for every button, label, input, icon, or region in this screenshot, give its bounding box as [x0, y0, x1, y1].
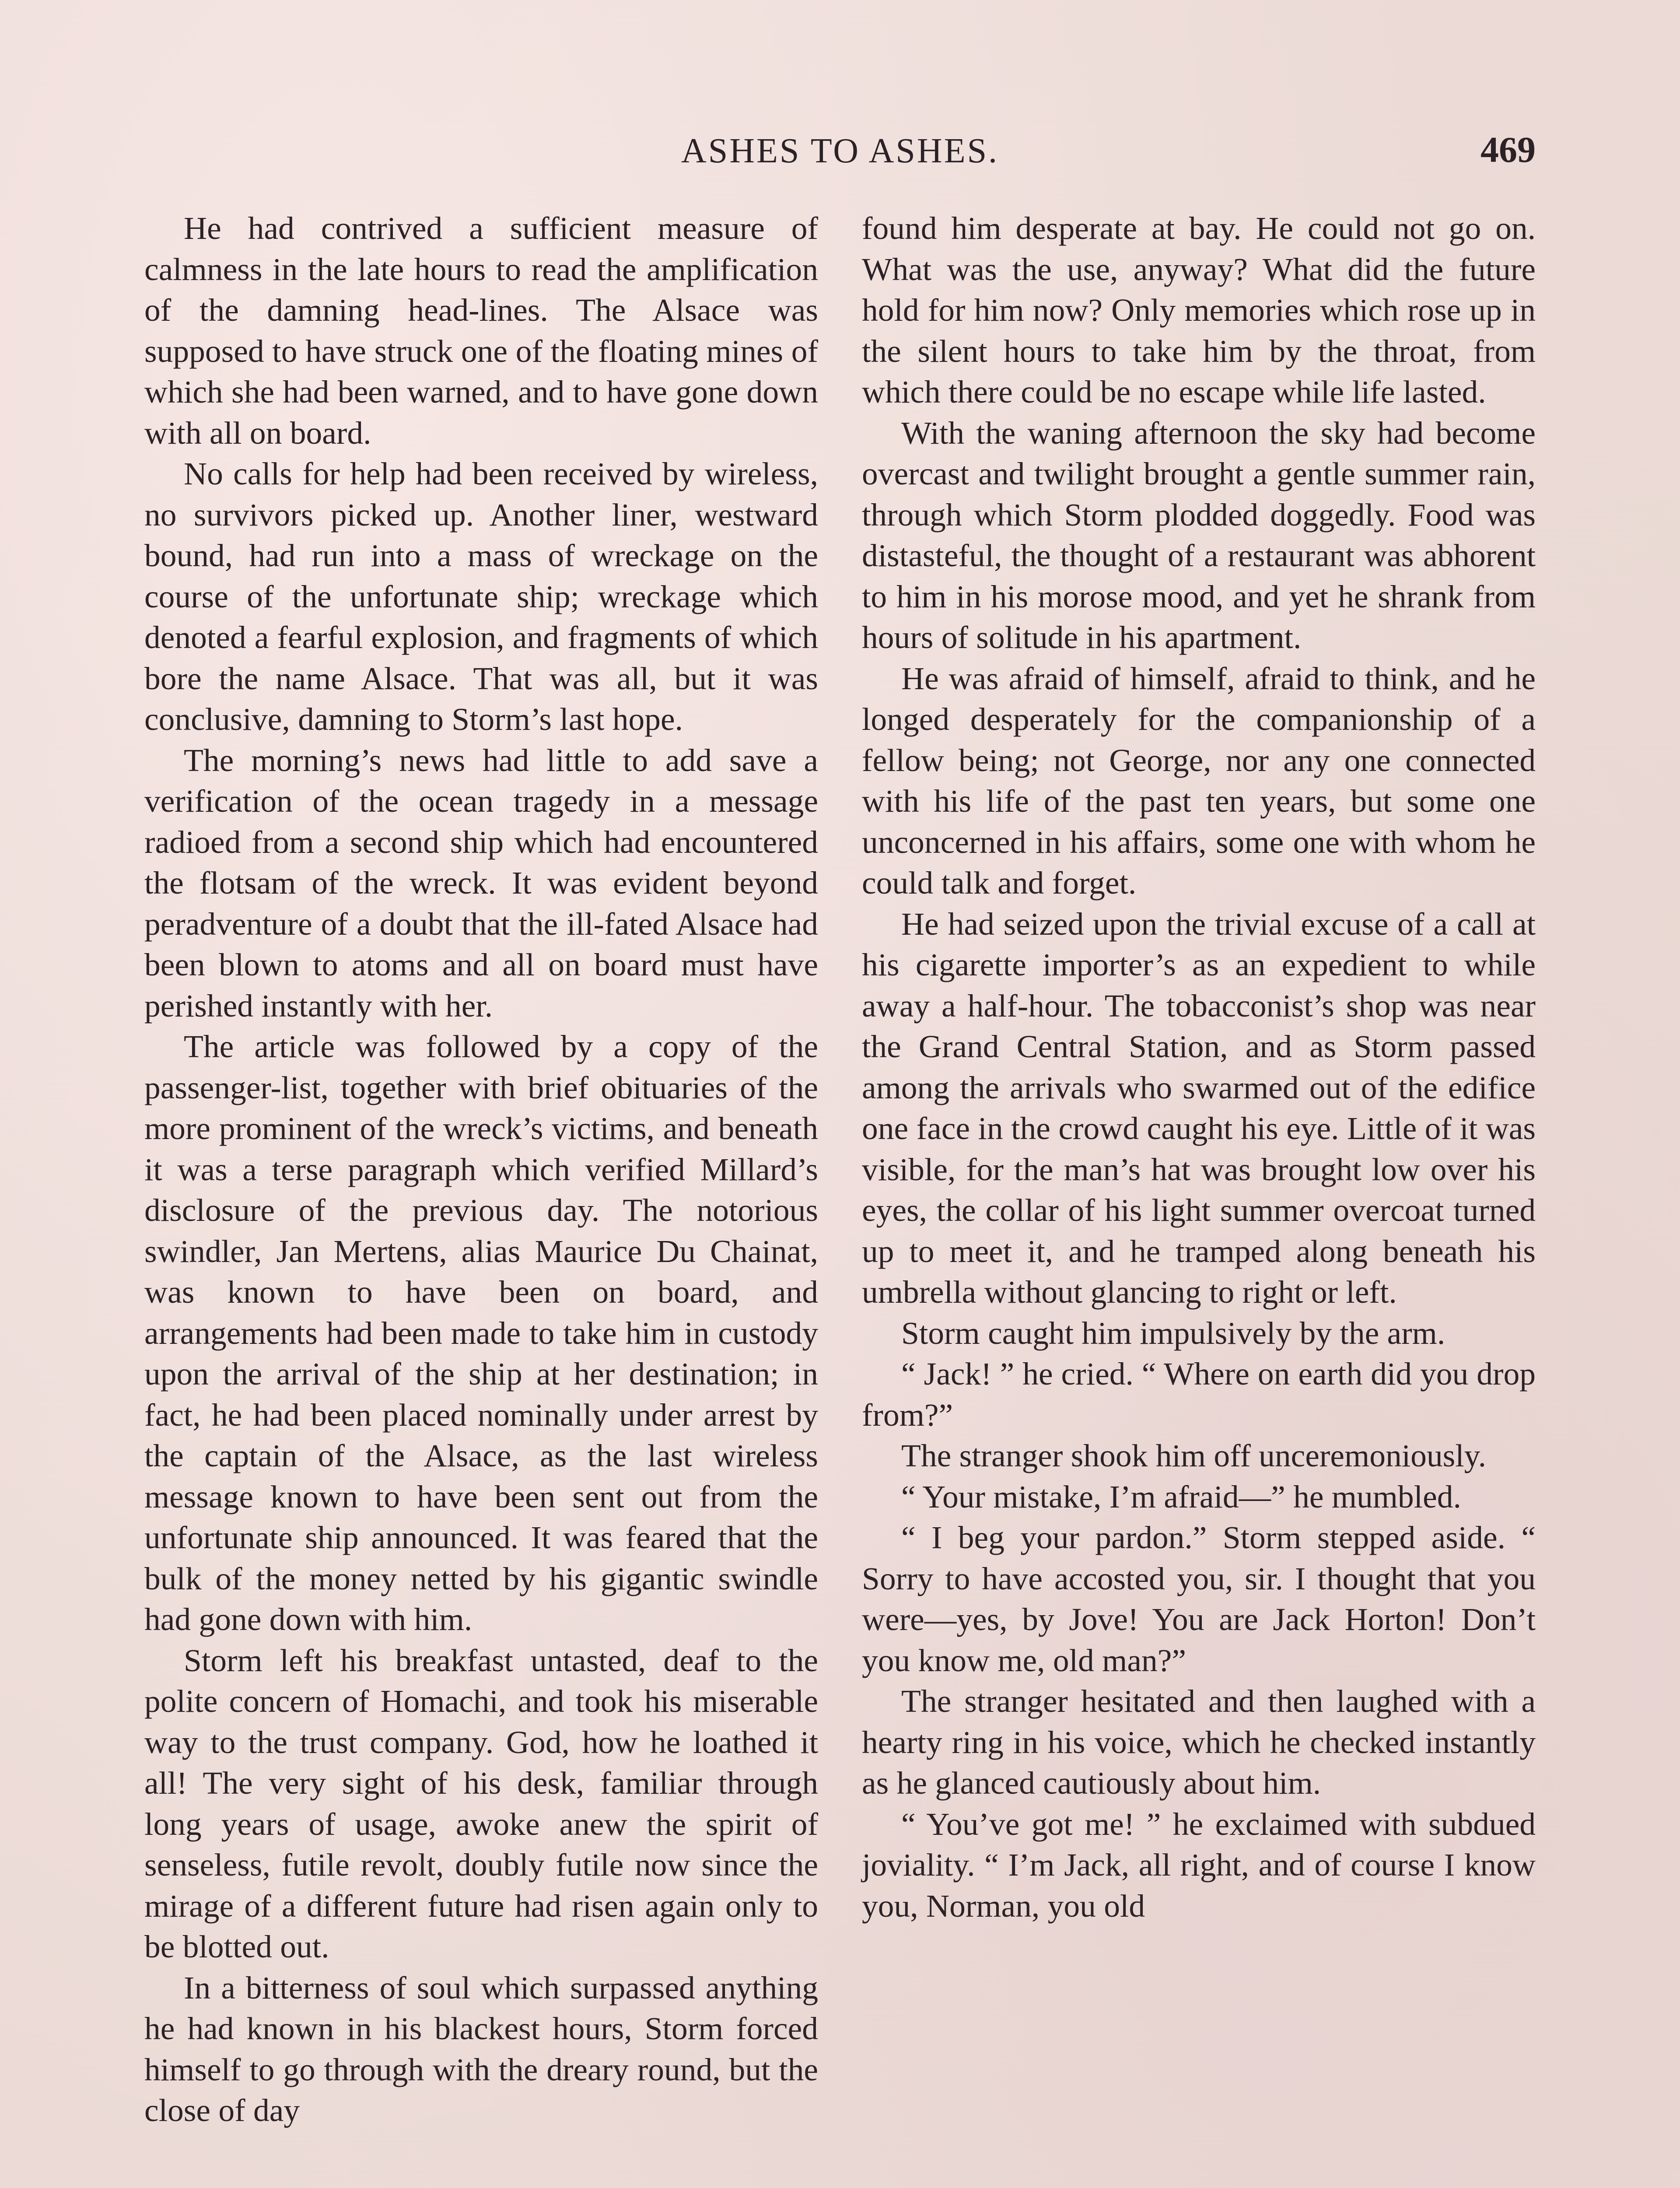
- text-columns: [144, 208, 1536, 2188]
- running-title: ASHES TO ASHES.: [681, 132, 999, 170]
- paragraph: No calls for help had been received by wireless, no survivors picked up. Another liner, westward bound, had run into a mass of wreckage on the course of the unfortunate ship; wreckage which denoted a fearful explosion, and fragments of which bore the name Alsace. That was all, but it was conclusive, damning to Storm’s last hope.: [144, 456, 818, 737]
- paragraph: He was afraid of himself, afraid to think, and he longed desperately for the companionship of a fellow being; not George, nor any one connected with his life of the past ten years, but some one unconcerned in his affairs, some one with whom he could talk and forget.: [862, 660, 1536, 901]
- paragraph: The stranger hesitated and then laughed with a hearty ring in his voice, which he checked instantly as he glanced cautiously about him.: [862, 1683, 1536, 1801]
- paragraph: The stranger shook him off unceremoniously.: [901, 1438, 1486, 1473]
- paragraph: “ Your mistake, I’m afraid—” he mumbled.: [901, 1479, 1461, 1515]
- paragraph: “ I beg your pardon.” Storm stepped aside. “ Sorry to have accosted you, sir. I thought that you were—yes, by Jove! You are Jack Horton! Don’t you know me, old man?”: [862, 1520, 1536, 1678]
- running-head: [144, 131, 1536, 179]
- paragraph: In a bitterness of soul which surpassed anything he had known in his blackest hours, Storm forced himself to go through with the dreary round, but the close of day: [144, 1970, 818, 2128]
- paragraph: He had seized upon the trivial excuse of a call at his cigarette importer’s as an expedient to while away a half-hour. The tobacconist’s shop was near the Grand Central Station, and as Storm passed among the arrivals who swarmed out of the edifice one face in the crowd caught his eye. Little of it was visible, for the man’s hat was brought low over his eyes, the collar of his light summer overcoat turned up to meet it, and he tramped along beneath his umbrella without glancing to right or left.: [862, 906, 1536, 1310]
- paragraph: Storm left his breakfast untasted, deaf to the polite concern of Homachi, and took his miserable way to the trust company. God, how he loathed it all! The very sight of his desk, familiar through long years of usage, awoke anew the spirit of senseless, futile revolt, doubly futile now since the mirage of a different future had risen again only to be blotted out.: [144, 1642, 818, 1964]
- paragraph: The morning’s news had little to add save a verification of the ocean tragedy in a message radioed from a second ship which had encountered the flotsam of the wreck. It was evident beyond peradventure of a doubt that the ill-fated Alsace had been blown to atoms and all on board must have perished instantly with her.: [144, 742, 818, 1024]
- page-number: 469: [1480, 130, 1536, 170]
- paragraph: He had contrived a sufficient measure of calmness in the late hours to read the amplification of the damning head-lines. The Alsace was supposed to have struck one of the floating mines of which she had been warned, and to have gone down with all on board.: [144, 210, 818, 451]
- left-column: [144, 208, 818, 2188]
- paragraph: With the waning afternoon the sky had become overcast and twilight brought a gentle summer rain, through which Storm plodded doggedly. Food was distasteful, the thought of a restaurant was abhorent to him in his morose mood, and yet he shrank from hours of solitude in his apartment.: [862, 415, 1536, 655]
- paragraph: “ You’ve got me! ” he exclaimed with subdued joviality. “ I’m Jack, all right, and of course I know you, Norman, you old: [862, 1806, 1536, 1924]
- right-column: [862, 208, 1536, 2188]
- paragraph: The article was followed by a copy of the passenger-list, together with brief obituaries of the more prominent of the wreck’s victims, and beneath it was a terse paragraph which verified Millard’s disclosure of the previous day. The notorious swindler, Jan Mertens, alias Maurice Du Chainat, was known to have been on board, and arrangements had been made to take him in custody upon the arrival of the ship at her destination; in fact, he had been placed nominally under arrest by the captain of the Alsace, as the last wireless message known to have been sent out from the unfortunate ship announced. It was feared that the bulk of the money netted by his gigantic swindle had gone down with him.: [144, 1029, 818, 1637]
- paragraph-continued: found him desperate at bay. He could not go on. What was the use, anyway? What did the future hold for him now? Only memories which rose up in the silent hours to take him by the throat, from which there could be no escape while life lasted.: [862, 210, 1536, 410]
- paragraph: Storm caught him impulsively by the arm.: [901, 1315, 1446, 1351]
- paragraph: “ Jack! ” he cried. “ Where on earth did you drop from?”: [862, 1356, 1536, 1433]
